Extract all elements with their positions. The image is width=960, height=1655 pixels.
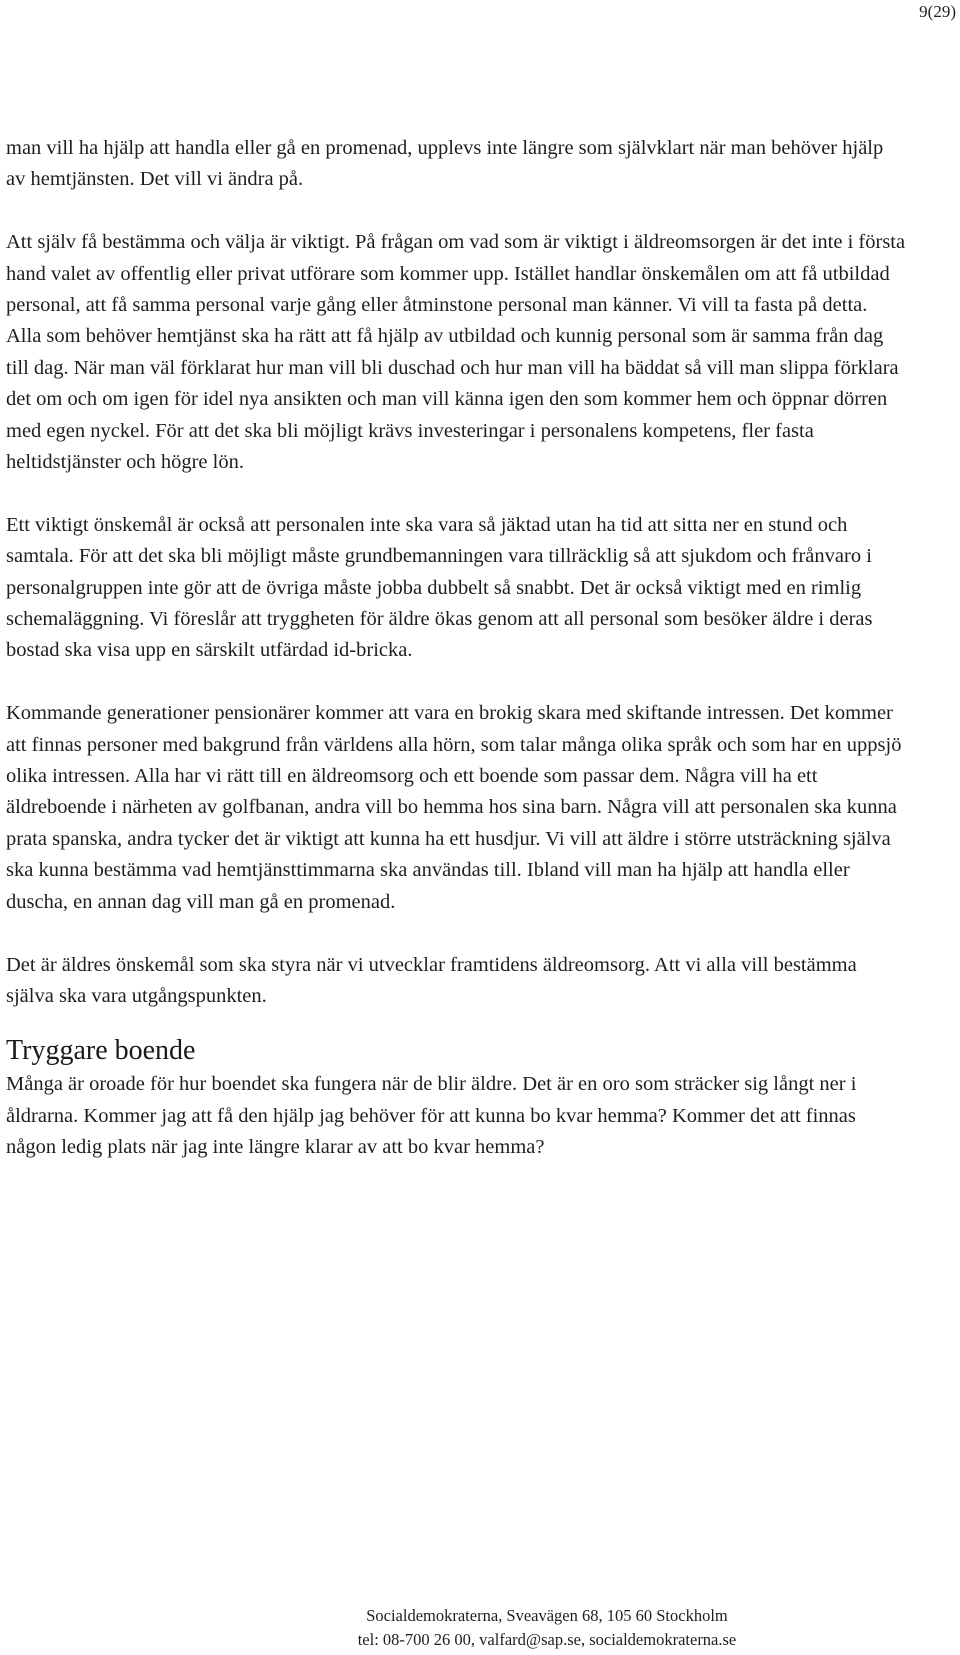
paragraph-staffing: Ett viktigt önskemål är också att personalen inte ska vara så jäktad utan ha tid att sitta ner en stund och samtala. För att det ska bli möjligt måste grundbemanningen vara tillräcklig så att sjukdom och frånvaro i personalgruppen inte gör att de övriga måste jobba dubbelt så snabbt. Det är också viktigt med en rimlig schemaläggning. Vi föreslår att tryggheten för äldre ökas genom att all personal som besöker äldre i deras bostad ska visa upp en särskilt utfärdad id-bricka. bbox=[6, 513, 873, 662]
page-number: 9(29) bbox=[919, 2, 956, 21]
paragraph-continuation: man vill ha hjälp att handla eller gå en promenad, upplevs inte längre som självklart när man behöver hjälp av hemtjänsten. Det vill vi ändra på. bbox=[6, 137, 884, 191]
footer-address: Socialdemokraterna, Sveavägen 68, 105 60 Stockholm bbox=[366, 1606, 728, 1625]
paragraph-generations: Kommande generationer pensionärer kommer att vara en brokig skara med skiftande intressen. Det kommer att finnas personer med bakgrund från världens alla hörn, som talar många olika språk och som har en uppsjö olika intressen. Alla har vi rätt till en äldreomsorg och ett boende som passar dem. Några vill ha ett äldreboende i närheten av golfbanan, andra vill bo hemma hos sina barn. Några vill att personalen ska kunna prata spanska, andra tycker det är viktigt att kunna ha ett husdjur. Vi vill att äldre i större utsträckning själva ska kunna bestämma vad hemtjänsttimmarna ska användas till. Ibland vill man ha hjälp att handla eller duscha, en annan dag vill man gå en promenad. bbox=[6, 702, 902, 913]
document-body bbox=[6, 133, 906, 1164]
footer-contact: tel: 08-700 26 00, valfard@sap.se, socialdemokraterna.se bbox=[357, 1630, 737, 1649]
paragraph-housing: Många är oroade för hur boendet ska fungera när de blir äldre. Det är en oro som sträcker sig långt ner i åldrarna. Kommer jag att få den hjälp jag behöver för att kunna bo kvar hemma? Kommer det att finnas någon ledig plats när jag inte längre klarar av att bo kvar hemma? bbox=[6, 1073, 857, 1159]
paragraph-choice: Att själv få bestämma och välja är viktigt. På frågan om vad som är viktigt i äldreomsorgen är det inte i första hand valet av offentlig eller privat utförare som kommer upp. Istället handlar önskemålen om att få utbildad personal, att få samma personal varje gång eller åtminstone personal man känner. Vi vill ta fasta på detta. Alla som behöver hemtjänst ska ha rätt att få hjälp av utbildad och kunnig personal som är samma från dag till dag. När man väl förklarat hur man vill bli duschad och hur man vill ha bäddat så vill man slippa förklara det om och om igen för idel nya ansikten och man vill känna igen den som kommer hem och öppnar dörren med egen nyckel. För att det ska bli möjligt krävs investeringar i personalens kompetens, fler fasta heltidstjänster och högre lön. bbox=[6, 231, 906, 474]
section-heading: Tryggare boende bbox=[6, 1035, 196, 1067]
footer bbox=[0, 1604, 960, 1652]
paragraph-wishes: Det är äldres önskemål som ska styra när vi utvecklar framtidens äldreomsorg. Att vi alla vill bestämma själva ska vara utgångspunkten. bbox=[6, 953, 857, 1007]
